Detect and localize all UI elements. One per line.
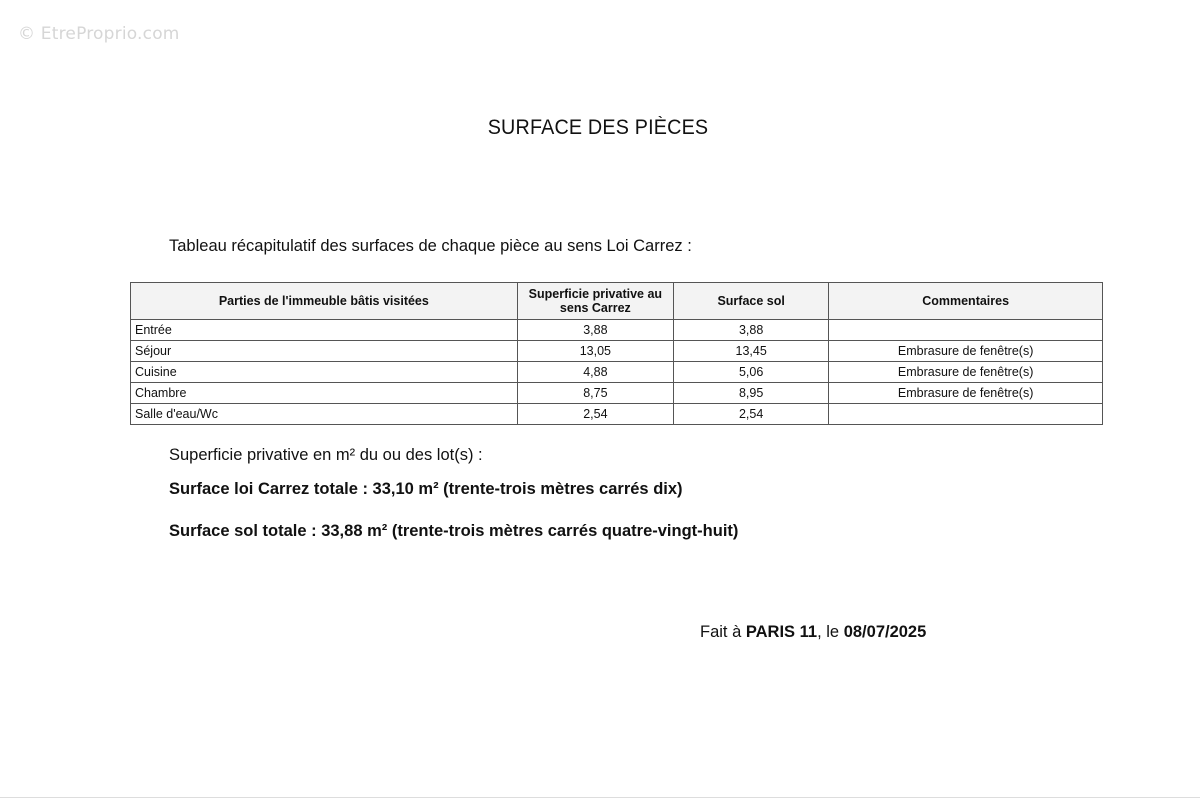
table-row [131,383,1103,404]
cell-carrez: 2,54 [517,404,673,425]
cell-carrez: 13,05 [517,341,673,362]
cell-comment: Embrasure de fenêtre(s) [829,341,1103,362]
cell-room: Cuisine [131,362,518,383]
signature-prefix: Fait à [700,623,746,641]
cell-carrez: 8,75 [517,383,673,404]
table-intro-text: Tableau récapitulatif des surfaces de chaque pièce au sens Loi Carrez : [169,237,692,255]
cell-comment [829,404,1103,425]
cell-carrez: 3,88 [517,320,673,341]
cell-comment: Embrasure de fenêtre(s) [829,362,1103,383]
table-row [131,320,1103,341]
cell-sol: 13,45 [674,341,829,362]
header-comments: Commentaires [829,283,1103,320]
page-title: SURFACE DES PIÈCES [487,116,709,139]
cell-comment [829,320,1103,341]
surfaces-table [130,282,1103,425]
cell-room: Chambre [131,383,518,404]
cell-carrez: 4,88 [517,362,673,383]
signature-line [700,623,926,642]
cell-room: Séjour [131,341,518,362]
signature-date: 08/07/2025 [843,623,927,641]
cell-sol: 3,88 [674,320,829,341]
header-surface-sol: Surface sol [674,283,829,320]
cell-room: Entrée [131,320,518,341]
cell-room: Salle d'eau/Wc [131,404,518,425]
total-carrez-text: Surface loi Carrez totale : 33,10 m² (trente-trois mètres carrés dix) [169,480,683,498]
table-header-row [131,283,1103,320]
header-room: Parties de l'immeuble bâtis visitées [131,283,518,320]
total-sol-text: Surface sol totale : 33,88 m² (trente-trois mètres carrés quatre-vingt-huit) [169,522,739,540]
signature-middle: , le [817,623,844,641]
page-divider [0,797,1200,798]
table-row [131,341,1103,362]
cell-sol: 2,54 [674,404,829,425]
cell-sol: 5,06 [674,362,829,383]
header-carrez: Superficie privative au sens Carrez [517,283,673,320]
signature-city: PARIS 11 [745,623,818,641]
cell-comment: Embrasure de fenêtre(s) [829,383,1103,404]
table-row [131,362,1103,383]
table-row [131,404,1103,425]
watermark-text: © EtreProprio.com [18,24,180,44]
cell-sol: 8,95 [674,383,829,404]
private-area-label: Superficie privative en m² du ou des lot(s) : [169,446,483,464]
